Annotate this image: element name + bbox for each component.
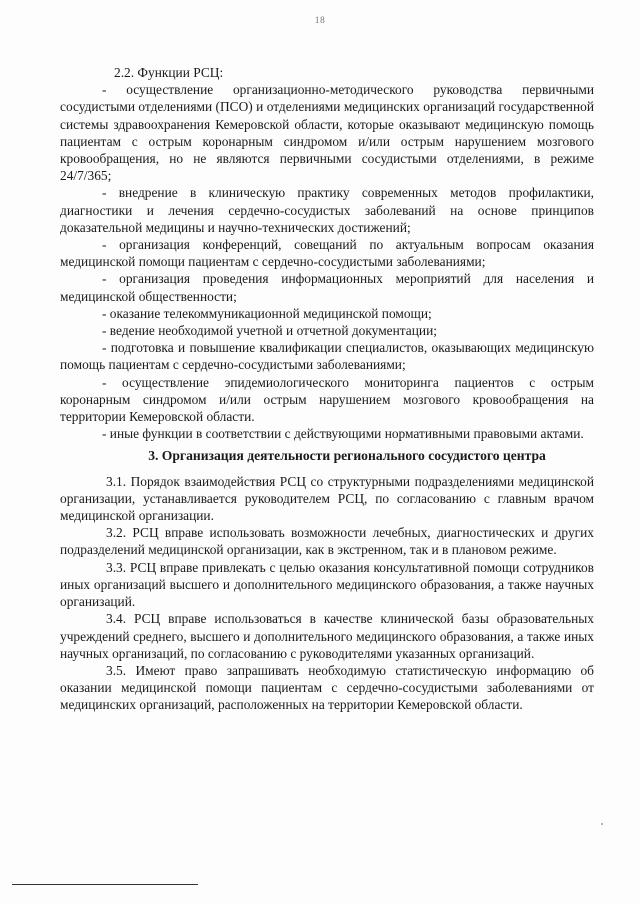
function-item: - оказание телекоммуникационной медицинской помощи; — [102, 305, 432, 321]
section-3-title: 3. Организация деятельности регионального сосудистого центра — [148, 448, 546, 464]
section-3-paragraph: 3.4. РСЦ вправе использоваться в качестве клинической базы образовательных учреждений среднего, высшего и дополнительного медицинского образования, а также иных научных организаций, по согласованию с руководителями указанных организаций. — [60, 611, 594, 661]
scan-speck — [601, 823, 603, 825]
function-item: - осуществление организационно-методического руководства первичными сосудистыми отделениями (ПСО) и отделениями медицинских организаций государственной системы здравоохранения Кемеровской области, которые оказывают медицинскую помощь пациентам с острым коронарным синдромом и/или острым нарушением мозгового кровообращения, но не являются первичными сосудистыми отделениями, в режиме 24/7/365; — [60, 82, 594, 184]
function-item: - подготовка и повышение квалификации специалистов, оказывающих медицинскую помощь пациентам с сердечно-сосудистыми заболеваниями; — [60, 340, 594, 373]
function-item: - иные функции в соответствии с действующими нормативными правовыми актами. — [102, 426, 584, 442]
section-3-paragraph: 3.1. Порядок взаимодействия РСЦ со структурными подразделениями медицинской организации, устанавливается руководителем РСЦ, по согласованию с главным врачом медицинской организации. — [60, 473, 594, 524]
footnote-separator — [12, 884, 198, 885]
function-item: - организация конференций, совещаний по актуальным вопросам оказания медицинской помощи пациентам с сердечно-сосудистыми заболеваниями; — [60, 237, 594, 270]
function-item: - ведение необходимой учетной и отчетной документации; — [102, 323, 437, 339]
section-3-paragraph: 3.5. Имеют право запрашивать необходимую статистическую информацию об оказании медицинской помощи пациентам с сердечно-сосудистыми заболеваниями от медицинских организаций, расположенных на территории Кемеровской области. — [60, 662, 594, 713]
function-item: - внедрение в клиническую практику современных методов профилактики, диагностики и лечения сердечно-сосудистых заболеваний на основе принципов доказательной медицины и научно-технических достижений; — [60, 185, 594, 235]
function-item: - осуществление эпидемиологического мониторинга пациентов с острым коронарным синдромом и/или острым нарушением мозгового кровообращения на территории Кемеровской области. — [60, 374, 594, 425]
section-3-paragraph: 3.2. РСЦ вправе использовать возможности лечебных, диагностических и других подразделений медицинской организации, как в экстренном, так и в плановом режиме. — [60, 525, 594, 558]
function-item: - организация проведения информационных мероприятий для населения и медицинской общественности; — [60, 271, 594, 304]
section-2-2-heading: 2.2. Функции РСЦ: — [114, 65, 224, 80]
page-number: 18 — [314, 16, 326, 26]
section-3-paragraph: 3.3. РСЦ вправе привлекать с целью оказания консультативной помощи сотрудников иных организаций высшего и дополнительного медицинского образования, а также научных организаций. — [60, 559, 594, 610]
document-body — [60, 64, 594, 714]
